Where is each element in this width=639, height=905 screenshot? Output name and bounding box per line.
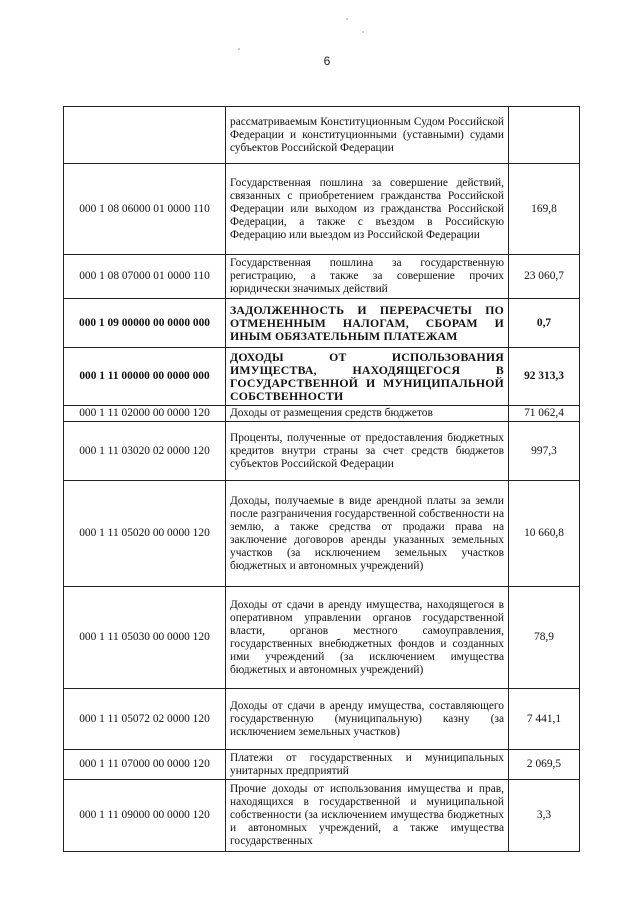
table-row [64, 481, 580, 587]
table-row [64, 299, 580, 348]
row-amount: 997,3 [509, 422, 580, 481]
row-amount: 23 060,7 [509, 255, 580, 299]
row-amount: 78,9 [509, 587, 580, 689]
row-description: Доходы, получаемые в виде арендной платы за земли после разграничения государственной собственности на землю, а также средства от продажи права на заключение договоров аренды указанных земельных участков (за исключением земельных участков бюджетных и автономных учреждений) [226, 481, 509, 587]
row-code: 000 1 11 05030 00 0000 120 [64, 587, 226, 689]
row-description: Доходы от сдачи в аренду имущества, составляющего государственную (муниципальную) казну (за исключением земельных участков) [226, 689, 509, 750]
row-amount: 169,8 [509, 164, 580, 255]
row-code: 000 1 09 00000 00 0000 000 [64, 299, 226, 348]
table-row [64, 107, 580, 164]
row-amount: 10 660,8 [509, 481, 580, 587]
table-row [64, 587, 580, 689]
table-row [64, 164, 580, 255]
table-row [64, 750, 580, 780]
row-amount: 92 313,3 [509, 348, 580, 406]
row-amount: 0,7 [509, 299, 580, 348]
row-code: 000 1 11 09000 00 0000 120 [64, 780, 226, 852]
table-row [64, 689, 580, 750]
row-code: 000 1 11 00000 00 0000 000 [64, 348, 226, 406]
page-number: 6 [323, 54, 331, 68]
row-description: Проценты, полученные от предоставления бюджетных кредитов внутри страны за счет средств бюджетов субъектов Российской Федерации [226, 422, 509, 481]
revenue-table [63, 106, 580, 852]
row-description: Доходы от сдачи в аренду имущества, находящегося в оперативном управлении органов государственной власти, органов местного самоуправления, государственных внебюджетных фондов и созданных ими учреждений (за исключением имущества бюджетных и автономных учреждений) [226, 587, 509, 689]
row-description: рассматриваемым Конституционным Судом Российской Федерации и конституционными (уставными) судами субъектов Российской Федерации [226, 107, 509, 164]
table-row [64, 255, 580, 299]
row-description: Прочие доходы от использования имущества и прав, находящихся в государственной и муниципальной собственности (за исключением имущества бюджетных и автономных учреждений, а также имущества государственных [226, 780, 509, 852]
row-code: 000 1 11 05020 00 0000 120 [64, 481, 226, 587]
table-row [64, 348, 580, 406]
row-amount: 3,3 [509, 780, 580, 852]
row-description: Государственная пошлина за совершение действий, связанных с приобретением гражданства Российской Федерации или выходом из гражданства Российской Федерации, а также с въездом в Российскую Федерацию или выездом из Российской Федерации [226, 164, 509, 255]
row-code [64, 107, 226, 164]
row-code: 000 1 11 07000 00 0000 120 [64, 750, 226, 780]
scan-speck [362, 31, 364, 33]
row-code: 000 1 08 07000 01 0000 110 [64, 255, 226, 299]
row-code: 000 1 11 03020 02 0000 120 [64, 422, 226, 481]
row-description: Доходы от размещения средств бюджетов [226, 406, 509, 422]
row-description: ДОХОДЫ ОТ ИСПОЛЬЗОВАНИЯ ИМУЩЕСТВА, НАХОДЯЩЕГОСЯ В ГОСУДАРСТВЕННОЙ И МУНИЦИПАЛЬНОЙ СОБСТВЕННОСТИ [226, 348, 509, 406]
row-code: 000 1 08 06000 01 0000 110 [64, 164, 226, 255]
row-amount: 71 062,4 [509, 406, 580, 422]
table-row [64, 422, 580, 481]
table-row [64, 780, 580, 852]
row-description: Государственная пошлина за государственную регистрацию, а также за совершение прочих юридически значимых действий [226, 255, 509, 299]
row-code: 000 1 11 02000 00 0000 120 [64, 406, 226, 422]
row-code: 000 1 11 05072 02 0000 120 [64, 689, 226, 750]
row-description: ЗАДОЛЖЕННОСТЬ И ПЕРЕРАСЧЕТЫ ПО ОТМЕНЕННЫМ НАЛОГАМ, СБОРАМ И ИНЫМ ОБЯЗАТЕЛЬНЫМ ПЛАТЕЖАМ [226, 299, 509, 348]
row-amount [509, 107, 580, 164]
table-row [64, 406, 580, 422]
scan-speck [346, 18, 348, 20]
row-description: Платежи от государственных и муниципальных унитарных предприятий [226, 750, 509, 780]
scan-speck [238, 48, 240, 50]
row-amount: 2 069,5 [509, 750, 580, 780]
row-amount: 7 441,1 [509, 689, 580, 750]
